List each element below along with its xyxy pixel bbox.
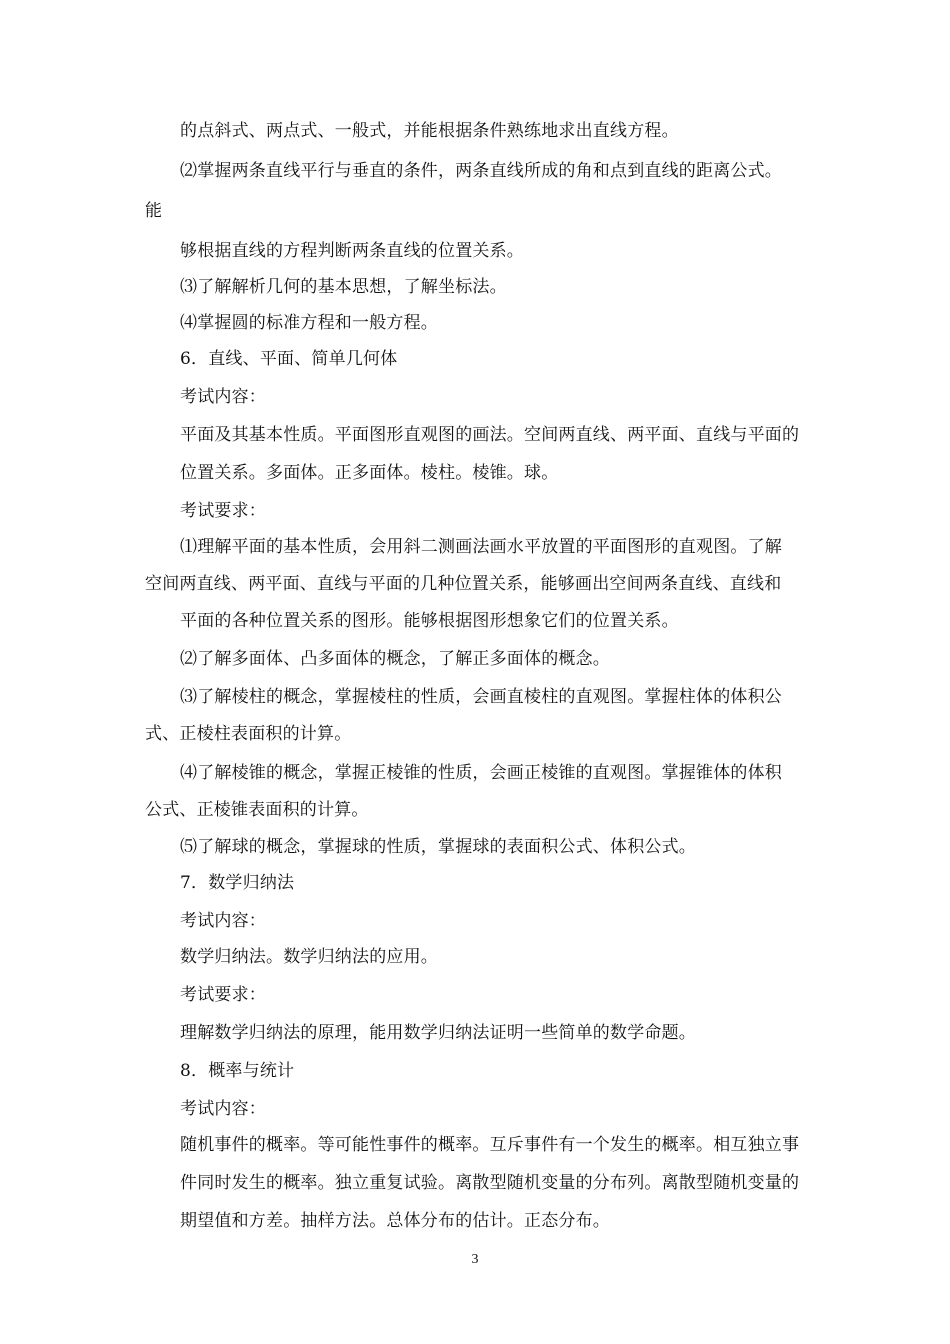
text-line: 随机事件的概率。等可能性事件的概率。互斥事件有一个发生的概率。相互独立事 — [180, 1135, 800, 1155]
text-line: ⑶了解棱柱的概念，掌握棱柱的性质，会画直棱柱的直观图。掌握柱体的体积公 — [180, 687, 782, 707]
text-line: 件同时发生的概率。独立重复试验。离散型随机变量的分布列。离散型随机变量的 — [180, 1173, 800, 1193]
section-heading: 6．直线、平面、简单几何体 — [180, 349, 398, 369]
page-number: 3 — [471, 1252, 479, 1267]
text-line: 能 — [145, 201, 163, 221]
text-line: 平面的各种位置关系的图形。能够根据图形想象它们的位置关系。 — [180, 611, 679, 631]
text-line: 公式、正棱锥表面积的计算。 — [145, 800, 369, 820]
text-line: ⑴理解平面的基本性质，会用斜二测画法画水平放置的平面图形的直观图。了解 — [180, 537, 782, 557]
text-line: 位置关系。多面体。正多面体。棱柱。棱锥。球。 — [180, 463, 559, 483]
text-line: ⑷了解棱锥的概念，掌握正棱锥的性质，会画正棱锥的直观图。掌握锥体的体积 — [180, 763, 782, 783]
text-line: 够根据直线的方程判断两条直线的位置关系。 — [180, 241, 524, 261]
text-line: 理解数学归纳法的原理，能用数学归纳法证明一些简单的数学命题。 — [180, 1023, 696, 1043]
text-line: ⑶了解解析几何的基本思想，了解坐标法。 — [180, 277, 507, 297]
text-line: 式、正棱柱表面积的计算。 — [145, 724, 352, 744]
text-line: ⑸了解球的概念，掌握球的性质，掌握球的表面积公式、体积公式。 — [180, 837, 696, 857]
section-heading: 7．数学归纳法 — [180, 873, 295, 893]
subheading: 考试内容： — [180, 387, 266, 407]
text-line: ⑷掌握圆的标准方程和一般方程。 — [180, 313, 438, 333]
text-line: 期望值和方差。抽样方法。总体分布的估计。正态分布。 — [180, 1211, 610, 1231]
text-line: 平面及其基本性质。平面图形直观图的画法。空间两直线、两平面、直线与平面的 — [180, 425, 800, 445]
text-line: 空间两直线、两平面、直线与平面的几种位置关系，能够画出空间两条直线、直线和 — [145, 574, 782, 594]
text-line: ⑵了解多面体、凸多面体的概念，了解正多面体的概念。 — [180, 649, 610, 669]
section-heading: 8．概率与统计 — [180, 1061, 295, 1081]
text-line: 数学归纳法。数学归纳法的应用。 — [180, 947, 438, 967]
text-line: 的点斜式、两点式、一般式，并能根据条件熟练地求出直线方程。 — [180, 121, 679, 141]
subheading: 考试要求： — [180, 985, 266, 1005]
subheading: 考试要求： — [180, 501, 266, 521]
subheading: 考试内容： — [180, 1099, 266, 1119]
subheading: 考试内容： — [180, 911, 266, 931]
text-line: ⑵掌握两条直线平行与垂直的条件，两条直线所成的角和点到直线的距离公式。 — [180, 161, 782, 181]
